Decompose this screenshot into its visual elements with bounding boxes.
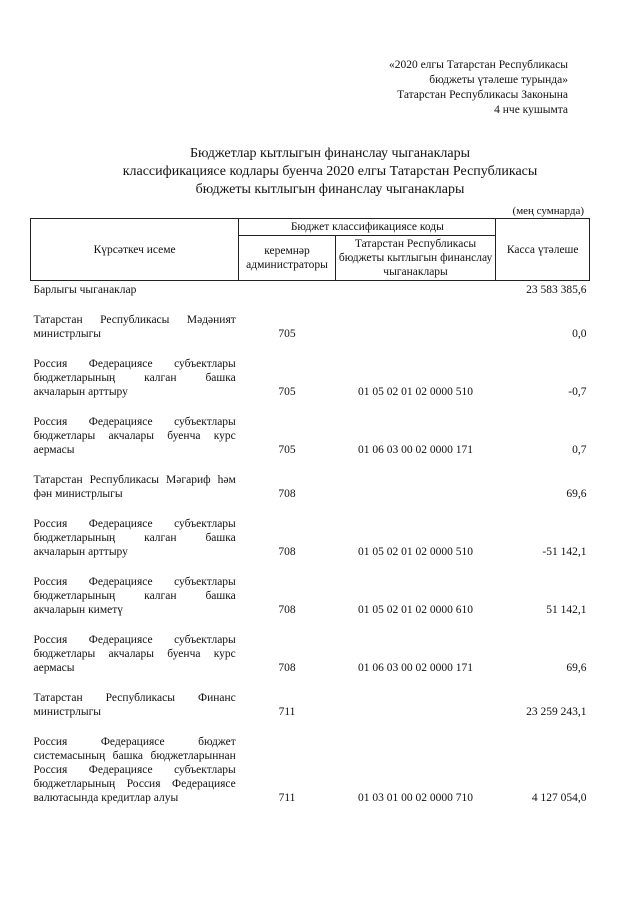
row-name: Россия Федерациясе субъектлары бюджетларының калган башка акчаларын арттыру (33, 358, 236, 398)
row-administrator-code: 705 (278, 386, 296, 398)
row-administrator-code: 708 (278, 546, 296, 558)
row-source-code: 01 03 01 00 02 0000 710 (358, 792, 474, 804)
row-name: Россия Федерациясе бюджет системасының башка бюджетларыннан Россия Федерациясе субъектлары бюджетларының Россия Федерациясе валютасында кредитлар алуы (33, 736, 236, 804)
table-row (31, 515, 590, 562)
table-row (31, 311, 590, 344)
table-header (31, 219, 590, 281)
row-spacer (31, 402, 590, 413)
row-amount: 0,7 (572, 444, 587, 456)
row-amount: 69,6 (566, 662, 587, 674)
appendix-line: Татарстан Республикасы Законына (397, 89, 568, 101)
row-amount: 51 142,1 (546, 604, 587, 616)
total-amount: 23 583 385,6 (526, 284, 587, 296)
row-spacer (31, 460, 590, 471)
row-name: Татарстан Республикасы Мәгариф һәм фән министрлыгы (33, 474, 236, 500)
row-name: Россия Федерациясе субъектлары бюджетларының калган башка акчаларын арттыру (33, 518, 236, 558)
title-line: классификациясе кодлары буенча 2020 елгы Татарстан Республикасы (122, 164, 538, 179)
row-source-code (335, 311, 496, 344)
row-administrator-code: 711 (278, 792, 296, 804)
row-amount: -51 142,1 (542, 546, 587, 558)
header-execution: Касса үтәлеше (496, 219, 590, 281)
header-classification-group: Бюджет классификациясе коды (239, 219, 496, 236)
table-row (31, 355, 590, 402)
appendix-note (268, 58, 568, 118)
total-row (31, 281, 590, 301)
row-administrator-code: 705 (278, 328, 296, 340)
table-row (31, 471, 590, 504)
row-spacer (31, 300, 590, 311)
row-spacer (31, 722, 590, 733)
row-source-code: 01 06 03 00 02 0000 171 (358, 444, 474, 456)
row-name: Татарстан Республикасы Мәдәният министрлыгы (33, 314, 236, 340)
title-line: бюджеты кытлыгын финанслау чыганаклары (195, 182, 465, 197)
row-administrator-code: 708 (278, 662, 296, 674)
title-line: Бюджетлар кытлыгын финанслау чыганаклары (189, 146, 471, 161)
budget-table (30, 218, 590, 808)
appendix-line: 4 нче кушымта (494, 104, 568, 116)
row-spacer (31, 620, 590, 631)
row-source-code (335, 471, 496, 504)
row-administrator-code: 708 (278, 604, 296, 616)
appendix-line: бюджеты үтәлеше турында» (429, 74, 568, 86)
row-spacer (31, 562, 590, 573)
row-name: Россия Федерациясе субъектлары бюджетлары акчалары буенча курс аермасы (33, 416, 236, 456)
row-name: Россия Федерациясе субъектлары бюджетларының калган башка акчаларын киметү (33, 576, 236, 616)
row-amount: 4 127 054,0 (531, 792, 587, 804)
row-source-code: 01 05 02 01 02 0000 610 (358, 604, 474, 616)
header-administrators: керемнәр администраторы (239, 236, 335, 281)
table-row (31, 413, 590, 460)
row-amount: -0,7 (568, 386, 587, 398)
header-source-code: Татарстан Республикасы бюджеты кытлыгын финанслау чыганаклары (335, 236, 496, 281)
appendix-line: «2020 елгы Татарстан Республикасы (388, 59, 568, 71)
row-name: Россия Федерациясе субъектлары бюджетлары акчалары буенча курс аермасы (33, 634, 236, 674)
total-label: Барлыгы чыганаклар (33, 284, 137, 296)
row-name: Татарстан Республикасы Финанс министрлыгы (33, 692, 236, 718)
table-row (31, 631, 590, 678)
row-amount: 0,0 (572, 328, 587, 340)
row-source-code: 01 06 03 00 02 0000 171 (358, 662, 474, 674)
units-note: (мең сумнарда) (512, 205, 584, 217)
row-administrator-code: 708 (278, 488, 296, 500)
table-row (31, 733, 590, 808)
row-amount: 23 259 243,1 (526, 706, 587, 718)
row-amount: 69,6 (566, 488, 587, 500)
document-title (40, 145, 620, 199)
row-source-code: 01 05 02 01 02 0000 510 (358, 546, 474, 558)
table-body (31, 281, 590, 809)
row-administrator-code: 705 (278, 444, 296, 456)
header-indicator: Күрсәткеч исеме (31, 219, 239, 281)
row-source-code (335, 689, 496, 722)
table-row (31, 689, 590, 722)
row-spacer (31, 504, 590, 515)
table-row (31, 573, 590, 620)
row-spacer (31, 344, 590, 355)
row-source-code: 01 05 02 01 02 0000 510 (358, 386, 474, 398)
row-spacer (31, 678, 590, 689)
row-administrator-code: 711 (278, 706, 296, 718)
